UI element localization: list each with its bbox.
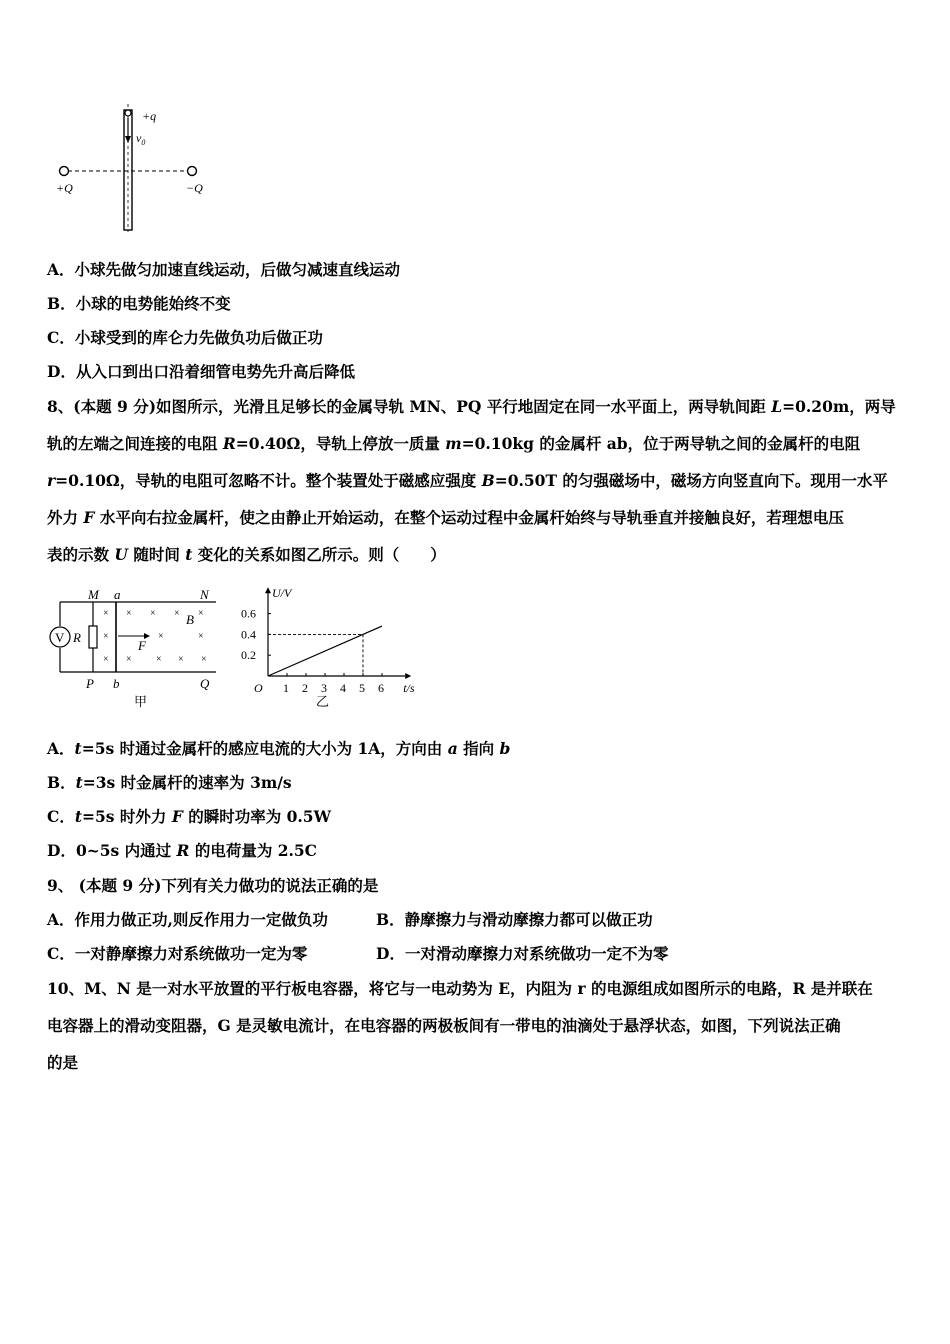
cross: × (126, 608, 132, 619)
cross: × (198, 608, 204, 619)
x-tick-label: 1 (283, 681, 289, 695)
small-ball (125, 110, 131, 116)
x-tick-label: 6 (378, 681, 384, 695)
figure-yi-chart (236, 584, 416, 714)
label-b: b (113, 676, 120, 691)
q8-stem-line3: r=0.10Ω，导轨的电阻可忽略不计。整个装置处于磁感应强度 B=0.50T 的匀强磁场中，磁场方向竖直向下。现用一水平 (47, 471, 888, 490)
caption-yi: 乙 (316, 694, 330, 709)
q10-stem-line3: 的是 (47, 1053, 79, 1072)
cross: × (103, 654, 109, 665)
caption-jia: 甲 (134, 694, 148, 709)
cross: × (158, 631, 164, 642)
q9-option-a: A．作用力做正功,则反作用力一定做负功 (47, 910, 328, 929)
q8-option-d: D．0~5s 内通过 R 的电荷量为 2.5C (47, 841, 318, 860)
x-tick-label: 5 (359, 681, 365, 695)
q9-stem: 9、 (本题 9 分)下列有关力做功的说法正确的是 (47, 876, 379, 895)
q8-option-a: A．t=5s 时通过金属杆的感应电流的大小为 1A，方向由 a 指向 b (47, 739, 511, 758)
q8-option-c: C．t=5s 时外力 F 的瞬时功率为 0.5W (47, 807, 331, 826)
x-axis-arrow (405, 673, 411, 679)
y-axis-label: U/V (272, 586, 292, 601)
voltmeter-label: V (55, 630, 65, 645)
label-v0: $v_0$ (136, 131, 146, 147)
q7-option-a: A．小球先做匀加速直线运动，后做匀减速直线运动 (47, 260, 401, 279)
velocity-arrow-head (125, 136, 131, 143)
label-p: P (86, 676, 94, 691)
cross: × (174, 608, 180, 619)
x-tick-label: 2 (302, 681, 308, 695)
q7-option-d: D．从入口到出口沿着细管电势先升高后降低 (47, 362, 355, 381)
q8-stem-line5: 表的示数 U 随时间 t 变化的关系如图乙所示。则（ ） (47, 545, 446, 564)
q10-stem-line1: 10、M、N 是一对水平放置的平行板电容器，将它与一电动势为 E，内阻为 r 的电源组成如图所示的电路，R 是并联在 (47, 979, 873, 998)
figure-tube-charges (50, 104, 220, 232)
cross: × (178, 654, 184, 665)
y-axis-arrow (265, 587, 271, 593)
cross: × (103, 631, 109, 642)
q7-option-b: B．小球的电势能始终不变 (47, 294, 231, 313)
label-n: N (200, 587, 209, 602)
field-label: B (186, 612, 194, 627)
q9-option-b: B．静摩擦力与滑动摩擦力都可以做正功 (376, 910, 653, 929)
label-plus-q: +q (142, 109, 157, 123)
y-tick-label: 0.6 (241, 606, 256, 621)
q8-stem-line4: 外力 F 水平向右拉金属杆，使之由静止开始运动，在整个运动过程中金属杆始终与导轨垂直并接触良好，若理想电压 (47, 508, 844, 527)
x-tick-label: 4 (340, 681, 346, 695)
x-axis-label: t/s (403, 681, 415, 695)
y-tick-label: 0.4 (241, 627, 256, 642)
label-left-charge: +Q (56, 181, 73, 195)
y-tick-label: 0.2 (241, 648, 256, 663)
q8-stem-line2: 轨的左端之间连接的电阻 R=0.40Ω，导轨上停放一质量 m=0.10kg 的金属杆 ab，位于两导轨之间的金属杆的电阻 (47, 434, 861, 453)
q7-option-c: C．小球受到的库仑力先做负功后做正功 (47, 328, 323, 347)
cross: × (103, 608, 109, 619)
figure-jia-circuit (46, 584, 226, 714)
label-m: M (88, 587, 99, 602)
label-a: a (114, 587, 121, 602)
label-right-charge: −Q (186, 181, 203, 195)
resistor-label: R (73, 630, 81, 645)
resistor (89, 626, 97, 648)
x-tick-label: 3 (321, 681, 327, 695)
cross: × (201, 654, 207, 665)
label-q: Q (200, 676, 210, 691)
cross: × (150, 608, 156, 619)
series-line-u (268, 626, 382, 676)
q8-option-b: B．t=3s 时金属杆的速率为 3m/s (47, 773, 292, 792)
force-label: F (138, 638, 146, 653)
cross: × (126, 654, 132, 665)
charge-right (188, 167, 197, 176)
charge-left (60, 167, 69, 176)
cross: × (198, 631, 204, 642)
q10-stem-line2: 电容器上的滑动变阻器，G 是灵敏电流计，在电容器的两极板间有一带电的油滴处于悬浮状态，如图，下列说法正确 (47, 1016, 841, 1035)
origin-label: O (254, 681, 263, 695)
q8-stem-line1: 8、(本题 9 分)如图所示，光滑且足够长的金属导轨 MN、PQ 平行地固定在同一水平面上，两导轨间距 L=0.20m，两导 (47, 397, 896, 416)
q9-option-d: D．一对滑动摩擦力对系统做功一定不为零 (376, 944, 669, 963)
cross: × (156, 654, 162, 665)
q9-option-c: C．一对静摩擦力对系统做功一定为零 (47, 944, 308, 963)
